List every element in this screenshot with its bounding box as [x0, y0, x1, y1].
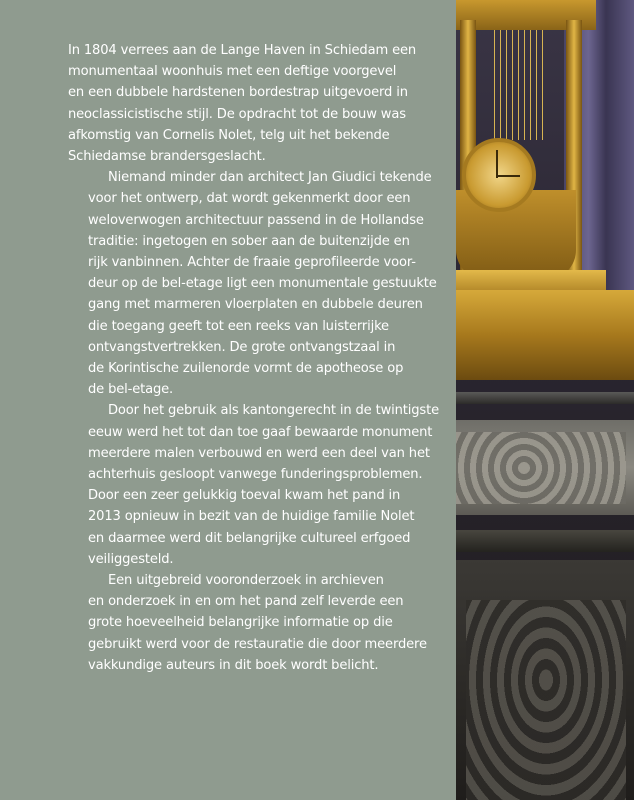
text-line: gang met marmeren vloerplaten en dubbele deuren: [88, 297, 423, 313]
text-line: ontvangstvertrekken. De grote ontvangstzaal in: [88, 339, 396, 355]
text-line: afkomstig van Cornelis Nolet, telg uit het bekende: [68, 127, 390, 143]
text-line: en daarmee werd dit belangrijke cultureel erfgoed: [88, 530, 411, 546]
text-line: Door het gebruik als kantongerecht in de twintigste: [108, 403, 439, 419]
text-line: weloverwogen architectuur passend in de Hollandse: [88, 212, 424, 228]
text-line: de bel-etage.: [88, 382, 174, 398]
text-line: Een uitgebreid vooronderzoek in archieven: [108, 573, 384, 589]
mantel-clock-photo: [456, 0, 634, 800]
mantel-ornament: [456, 432, 626, 504]
text-line: deur op de bel-etage ligt een monumentale gestuukte: [88, 276, 437, 292]
text-line: meerdere malen verbouwd en werd een deel van het: [88, 445, 430, 461]
clock-minute-hand: [496, 175, 520, 177]
mantel-band: [456, 530, 634, 552]
text-line: Niemand minder dan architect Jan Giudici tekende: [108, 170, 432, 186]
paragraph-2: [68, 167, 437, 400]
text-line: vakkundige auteurs in dit boek wordt belicht.: [88, 657, 379, 673]
text-line: Door een zeer gelukkig toeval kwam het pand in: [88, 488, 401, 504]
text-line: veiliggesteld.: [88, 551, 174, 567]
text-line: voor het ontwerp, dat wordt gekenmerkt door een: [88, 191, 411, 207]
text-line: grote hoeveelheid belangrijke informatie op die: [88, 615, 393, 631]
article-body: [68, 40, 439, 676]
text-line: en onderzoek in en om het pand zelf leverde een: [88, 594, 404, 610]
text-line: 2013 opnieuw in bezit van de huidige familie Nolet: [88, 509, 415, 525]
text-line: rijk vanbinnen. Achter de fraaie geprofileerde voor-: [88, 255, 416, 271]
clock-hour-hand: [496, 150, 498, 178]
text-line: eeuw werd het tot dan toe gaaf bewaarde monument: [88, 424, 433, 440]
paragraph-4: [68, 570, 428, 676]
text-line: neoclassicistische stijl. De opdracht tot de bouw was: [68, 106, 406, 122]
text-line: gebruikt werd voor de restauratie die door meerdere: [88, 636, 427, 652]
text-line: achterhuis gesloopt vanwege funderingsproblemen.: [88, 467, 423, 483]
text-line: Schiedamse brandersgeslacht.: [68, 149, 266, 165]
clock-base: [456, 290, 634, 380]
clock-pendulum: [494, 30, 544, 140]
mantel-shelf: [456, 392, 634, 404]
paragraph-3: [68, 400, 439, 570]
text-line: monumentaal woonhuis met een deftige voorgevel: [68, 64, 397, 80]
mantel-carving: [466, 600, 626, 800]
text-line: en een dubbele hardstenen bordestrap uitgevoerd in: [68, 85, 408, 101]
paragraph-1: [68, 40, 428, 167]
text-line: de Korintische zuilenorde vormt de apotheose op: [88, 361, 404, 377]
text-line: traditie: ingetogen en sober aan de buitenzijde en: [88, 233, 410, 249]
text-line: In 1804 verrees aan de Lange Haven in Schiedam een: [68, 43, 417, 58]
text-line: die toegang geeft tot een reeks van luisterrijke: [88, 318, 389, 334]
